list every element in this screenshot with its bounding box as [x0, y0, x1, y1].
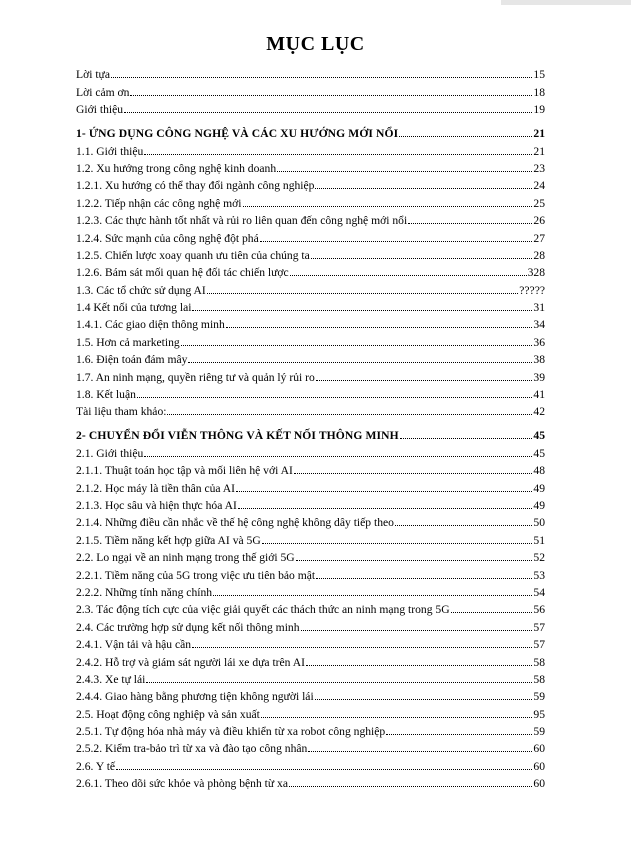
dot-leader [116, 768, 532, 770]
toc-entry[interactable] [76, 599, 545, 616]
dot-leader [308, 750, 532, 752]
toc-entry-label: 2.2.2. Những tính năng chính [76, 585, 213, 599]
dot-leader [130, 94, 532, 96]
dot-leader [315, 698, 533, 700]
dot-leader [181, 344, 533, 346]
toc-entry[interactable] [76, 314, 545, 331]
toc-entry-label: 1.8. Kết luận [76, 388, 136, 402]
toc-entry-page-number: 45 [533, 446, 545, 460]
toc-entry[interactable] [76, 245, 545, 262]
dot-leader [294, 472, 533, 474]
toc-entry[interactable] [76, 651, 545, 668]
toc-entry-page-number: 54 [533, 585, 545, 599]
toc-chapter-entry[interactable] [76, 116, 545, 140]
toc-entry-label: 1.4 Kết nối của tương lai [76, 301, 192, 315]
toc-entry-label: 2.1. Giới thiệu [76, 446, 144, 460]
dot-leader [262, 542, 533, 544]
toc-entry-page-number: 21 [533, 144, 545, 158]
table-of-contents [76, 64, 545, 790]
dot-leader [167, 413, 532, 415]
toc-entry-label: 1.4.1. Các giao diện thông minh [76, 318, 225, 332]
toc-entry-page-number: 60 [533, 742, 545, 756]
toc-entry-page-number: 15 [533, 68, 545, 82]
dot-leader [296, 559, 533, 561]
toc-entry-page-number: 95 [533, 707, 545, 721]
toc-entry-page-number: 39 [533, 370, 545, 384]
toc-entry-label: 2.1.1. Thuật toán học tập và mối liên hệ với AI [76, 464, 293, 478]
toc-entry[interactable] [76, 158, 545, 175]
dot-leader [399, 135, 532, 137]
dot-leader [400, 437, 533, 439]
toc-entry-page-number: ????? [519, 283, 545, 297]
toc-entry-page-number: 57 [533, 620, 545, 634]
toc-entry-label: 2.2. Lo ngại về an ninh mạng trong thế giới 5G [76, 551, 295, 565]
toc-entry[interactable] [76, 349, 545, 366]
toc-entry[interactable] [76, 262, 545, 279]
toc-entry-label: 1.2.6. Bám sát mối quan hệ đối tác chiến lược [76, 266, 289, 280]
dot-leader [311, 257, 533, 259]
toc-entry-page-number: 59 [533, 690, 545, 704]
toc-entry[interactable] [76, 442, 545, 459]
toc-entry-page-number: 18 [533, 85, 545, 99]
toc-entry-label: 1.3. Các tổ chức sử dụng AI [76, 283, 206, 297]
toc-entry-page-number: 42 [533, 405, 545, 419]
toc-entry[interactable] [76, 634, 545, 651]
toc-entry[interactable] [76, 755, 545, 772]
toc-entry[interactable] [76, 582, 545, 599]
toc-entry-page-number: 31 [533, 301, 545, 315]
toc-entry[interactable] [76, 366, 545, 383]
toc-entry-label: 2.6. Y tế [76, 759, 116, 773]
dot-leader [260, 240, 533, 242]
toc-entry-label: 2.2.1. Tiềm năng của 5G trong việc ưu tiên bảo mật [76, 568, 316, 582]
toc-entry-label: 1.2.2. Tiếp nhận các công nghệ mới [76, 196, 242, 210]
toc-entry-page-number: 45 [533, 429, 545, 443]
toc-entry-page-number: 58 [533, 672, 545, 686]
toc-entry-label: 2.5. Hoạt động công nghiệp và sản xuất [76, 707, 260, 721]
toc-entry-label: 2.1.5. Tiềm năng kết hợp giữa AI và 5G [76, 533, 261, 547]
toc-entry-label: 2.4.4. Giao hàng bằng phương tiện không người lái [76, 690, 314, 704]
toc-entry[interactable] [76, 477, 545, 494]
dot-leader [111, 76, 532, 78]
toc-entry-label: 2.3. Tác động tích cực của việc giải quyết các thách thức an ninh mạng trong 5G [76, 603, 450, 617]
dot-leader [408, 222, 532, 224]
toc-entry-page-number: 49 [533, 481, 545, 495]
toc-entry-page-number: 58 [533, 655, 545, 669]
toc-entry[interactable] [76, 99, 545, 116]
toc-entry-label: 1.1. Giới thiệu [76, 144, 144, 158]
toc-entry-label: 2.1.4. Những điều cần nhắc về thế hệ công nghệ không dây tiếp theo [76, 516, 394, 530]
toc-entry[interactable] [76, 495, 545, 512]
dot-leader [289, 785, 532, 787]
toc-entry-label: 2.4.3. Xe tự lái [76, 672, 146, 686]
dot-leader [243, 205, 533, 207]
toc-entry-page-number: 24 [533, 179, 545, 193]
toc-entry-page-number: 48 [533, 464, 545, 478]
toc-entry[interactable] [76, 564, 545, 581]
toc-chapter-entry[interactable] [76, 418, 545, 442]
toc-entry[interactable] [76, 331, 545, 348]
toc-entry[interactable] [76, 547, 545, 564]
dot-leader [315, 187, 532, 189]
toc-entry[interactable] [76, 175, 545, 192]
toc-entry-label: 2.4.2. Hỗ trợ và giám sát người lái xe dựa trên AI [76, 655, 305, 669]
toc-entry[interactable] [76, 773, 545, 790]
toc-entry[interactable] [76, 81, 545, 98]
toc-entry-page-number: 51 [533, 533, 545, 547]
dot-leader [451, 611, 533, 613]
toc-entry-label: 2.1.3. Học sâu và hiện thực hóa AI [76, 498, 237, 512]
toc-entry-label: 2.5.1. Tự động hóa nhà máy và điều khiển từ xa robot công nghiệp [76, 725, 386, 739]
toc-entry-label: 1- ỨNG DỤNG CÔNG NGHỆ VÀ CÁC XU HƯỚNG MỚI NỔI [76, 127, 399, 141]
toc-entry[interactable] [76, 279, 545, 296]
dot-leader [306, 664, 532, 666]
toc-entry[interactable] [76, 460, 545, 477]
toc-entry[interactable] [76, 297, 545, 314]
toc-entry-page-number: 26 [533, 214, 545, 228]
dot-leader [316, 379, 533, 381]
toc-entry-label: 2.1.2. Học máy là tiền thân của AI [76, 481, 236, 495]
toc-entry-page-number: 34 [533, 318, 545, 332]
toc-entry-label: 2- CHUYỂN ĐỔI VIỄN THÔNG VÀ KẾT NỐI THÔNG MINH [76, 429, 399, 443]
toc-entry-page-number: 27 [533, 231, 545, 245]
toc-entry-label: 2.4.1. Vận tải và hậu cần [76, 638, 192, 652]
toc-entry-page-number: 19 [533, 103, 545, 117]
toc-entry[interactable] [76, 192, 545, 209]
dot-leader [226, 326, 533, 328]
toc-entry-page-number: 41 [533, 388, 545, 402]
toc-entry-page-number: 60 [533, 777, 545, 791]
toc-entry[interactable] [76, 210, 545, 227]
toc-entry-page-number: 21 [533, 127, 545, 141]
dot-leader [277, 170, 532, 172]
toc-entry-label: Lời cảm ơn [76, 85, 130, 99]
dot-leader [192, 646, 532, 648]
toc-entry-page-number: 52 [533, 551, 545, 565]
toc-entry-label: 1.2.5. Chiến lược xoay quanh ưu tiên của chúng ta [76, 248, 310, 262]
toc-entry[interactable] [76, 669, 545, 686]
toc-entry[interactable] [76, 686, 545, 703]
toc-entry-page-number: 38 [533, 353, 545, 367]
dot-leader [290, 274, 527, 276]
toc-entry[interactable] [76, 384, 545, 401]
toc-entry-label: 1.2.3. Các thực hành tốt nhất và rủi ro liên quan đến công nghệ mới nổi [76, 214, 408, 228]
toc-entry-label: 1.6. Điện toán đám mây [76, 353, 188, 367]
toc-entry-page-number: 60 [533, 759, 545, 773]
dot-leader [213, 594, 532, 596]
toc-entry-page-number: 25 [533, 196, 545, 210]
toc-entry-page-number: 28 [533, 248, 545, 262]
toc-entry-label: 2.5.2. Kiểm tra-bảo trì từ xa và đào tạo công nhân [76, 742, 308, 756]
toc-entry-page-number: 328 [527, 266, 545, 280]
toc-entry[interactable] [76, 401, 545, 418]
toc-entry-label: Giới thiệu [76, 103, 124, 117]
dot-leader [395, 524, 532, 526]
dot-leader [301, 629, 533, 631]
dot-leader [261, 716, 533, 718]
toc-entry[interactable] [76, 140, 545, 157]
dot-leader [386, 733, 532, 735]
page-title: MỤC LỤC [266, 33, 365, 55]
toc-entry-label: Lời tựa [76, 68, 110, 82]
toc-entry-page-number: 23 [533, 161, 545, 175]
page-corner-mark [501, 0, 631, 5]
dot-leader [207, 292, 518, 294]
dot-leader [192, 309, 532, 311]
toc-entry-label: Tài liệu tham khảo: [76, 405, 167, 419]
dot-leader [188, 361, 532, 363]
dot-leader [238, 507, 533, 509]
toc-entry-page-number: 36 [533, 335, 545, 349]
toc-entry[interactable] [76, 721, 545, 738]
dot-leader [316, 577, 532, 579]
toc-entry-page-number: 59 [533, 725, 545, 739]
toc-entry-label: 1.5. Hơn cả marketing [76, 335, 180, 349]
dot-leader [236, 490, 532, 492]
dot-leader [144, 153, 532, 155]
toc-entry-label: 2.6.1. Theo dõi sức khỏe và phòng bệnh từ xa [76, 777, 288, 791]
toc-entry-page-number: 57 [533, 638, 545, 652]
toc-entry-label: 1.7. An ninh mạng, quyền riêng tư và quản lý rủi ro [76, 370, 315, 384]
toc-entry-label: 1.2. Xu hướng trong công nghệ kinh doanh [76, 161, 277, 175]
toc-entry[interactable] [76, 64, 545, 81]
toc-entry-page-number: 53 [533, 568, 545, 582]
toc-entry[interactable] [76, 227, 545, 244]
toc-entry-label: 1.2.1. Xu hướng có thể thay đổi ngành công nghiệp [76, 179, 315, 193]
toc-entry-page-number: 50 [533, 516, 545, 530]
toc-entry-label: 1.2.4. Sức mạnh của công nghệ đột phá [76, 231, 259, 245]
toc-entry-label: 2.4. Các trường hợp sử dụng kết nối thông minh [76, 620, 300, 634]
dot-leader [124, 111, 532, 113]
dot-leader [146, 681, 532, 683]
dot-leader [137, 396, 533, 398]
toc-entry[interactable] [76, 616, 545, 633]
toc-entry[interactable] [76, 529, 545, 546]
toc-entry[interactable] [76, 738, 545, 755]
toc-entry[interactable] [76, 703, 545, 720]
toc-entry[interactable] [76, 512, 545, 529]
dot-leader [144, 455, 532, 457]
toc-entry-page-number: 49 [533, 498, 545, 512]
toc-entry-page-number: 56 [533, 603, 545, 617]
